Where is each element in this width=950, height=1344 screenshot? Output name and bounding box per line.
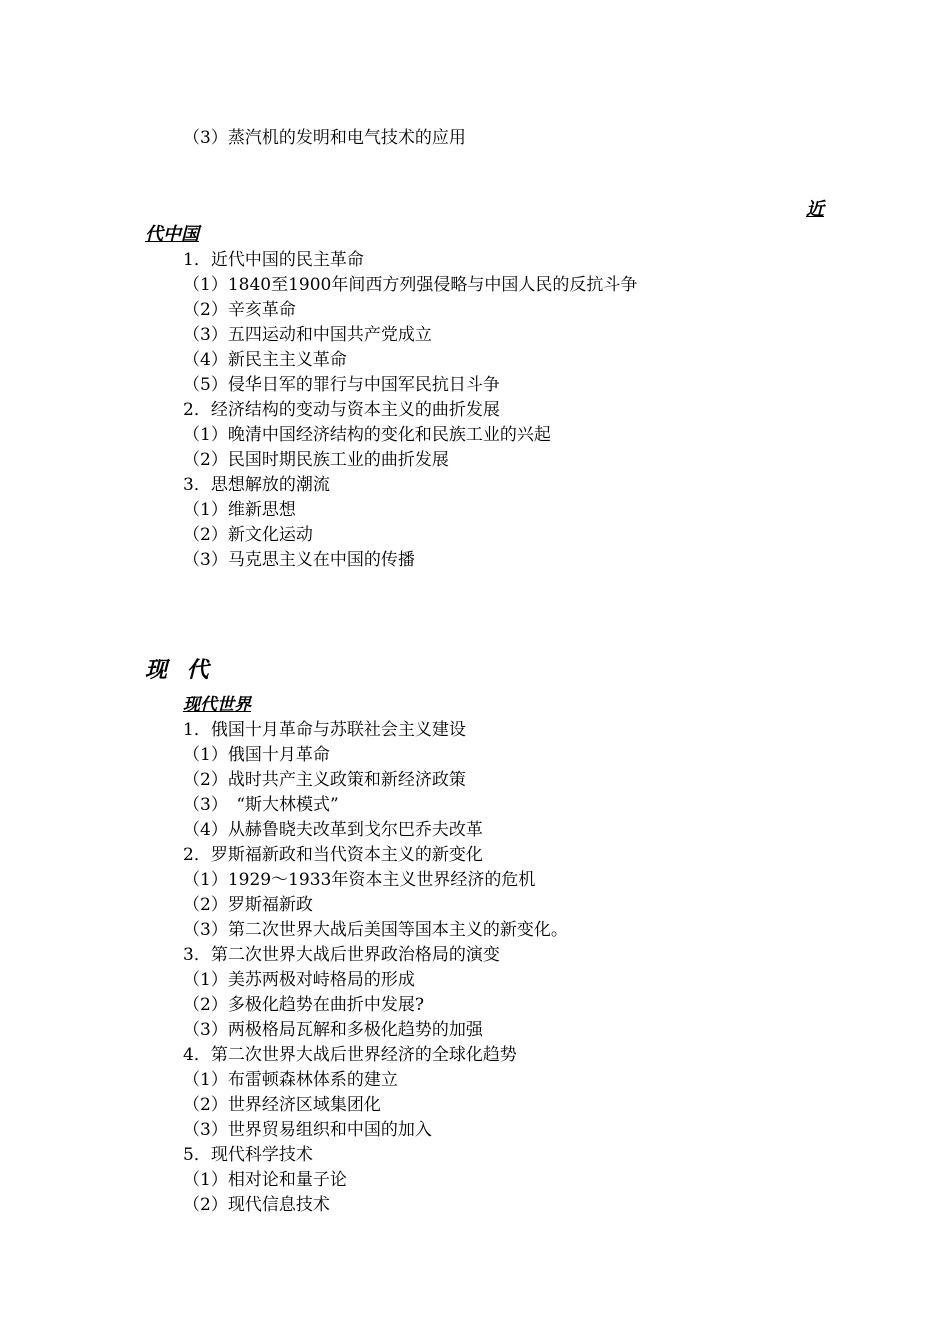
list-item: （4）从赫鲁晓夫改革到戈尔巴乔夫改革 — [183, 820, 483, 840]
list-item: （2）世界经济区域集团化 — [183, 1095, 381, 1115]
list-item: （3）世界贸易组织和中国的加入 — [183, 1120, 432, 1140]
list-item: （5）侵华日军的罪行与中国军民抗日斗争 — [183, 375, 500, 395]
list-item: （1）维新思想 — [183, 500, 296, 520]
list-item: （2）多极化趋势在曲折中发展? — [183, 995, 424, 1015]
list-item: （1）1929～1933年资本主义世界经济的危机 — [183, 870, 536, 890]
list-item: （1）相对论和量子论 — [183, 1170, 347, 1190]
modern-china-heading-part1: 近 — [806, 199, 824, 220]
modern-china-heading-part2: 代中国 — [145, 224, 199, 245]
list-item: （3）五四运动和中国共产党成立 — [183, 325, 432, 345]
list-item: （1）俄国十月革命 — [183, 745, 330, 765]
list-item: （1）布雷顿森林体系的建立 — [183, 1070, 398, 1090]
list-item: （3）两极格局瓦解和多极化趋势的加强 — [183, 1020, 483, 1040]
list-item: （2）罗斯福新政 — [183, 895, 313, 915]
list-item: 4．第二次世界大战后世界经济的全球化趋势 — [183, 1045, 517, 1065]
list-item: （2）战时共产主义政策和新经济政策 — [183, 770, 466, 790]
list-item: 1．近代中国的民主革命 — [183, 250, 364, 270]
list-item: （1）晚清中国经济结构的变化和民族工业的兴起 — [183, 425, 551, 445]
list-item: 5．现代科学技术 — [183, 1145, 313, 1165]
list-item: （1）1840至1900年间西方列强侵略与中国人民的反抗斗争 — [183, 275, 638, 295]
list-item: 1．俄国十月革命与苏联社会主义建设 — [183, 720, 466, 740]
list-item: 3．思想解放的潮流 — [183, 475, 330, 495]
list-item: （2）民国时期民族工业的曲折发展 — [183, 450, 449, 470]
subheading: 现代世界 — [183, 695, 251, 715]
list-item: （2）现代信息技术 — [183, 1195, 330, 1215]
top-item: （3）蒸汽机的发明和电气技术的应用 — [183, 128, 466, 148]
list-item: （3） “斯大林模式” — [183, 795, 339, 815]
list-item: （3）马克思主义在中国的传播 — [183, 550, 415, 570]
section-title: 现 代 — [145, 657, 215, 683]
list-item: 2．经济结构的变动与资本主义的曲折发展 — [183, 400, 500, 420]
list-item: （4）新民主主义革命 — [183, 350, 347, 370]
list-item: （3）第二次世界大战后美国等国本主义的新变化。 — [183, 920, 568, 940]
list-item: 2．罗斯福新政和当代资本主义的新变化 — [183, 845, 483, 865]
list-item: （2）辛亥革命 — [183, 300, 296, 320]
list-item: （1）美苏两极对峙格局的形成 — [183, 970, 415, 990]
list-item: 3．第二次世界大战后世界政治格局的演变 — [183, 945, 500, 965]
list-item: （2）新文化运动 — [183, 525, 313, 545]
